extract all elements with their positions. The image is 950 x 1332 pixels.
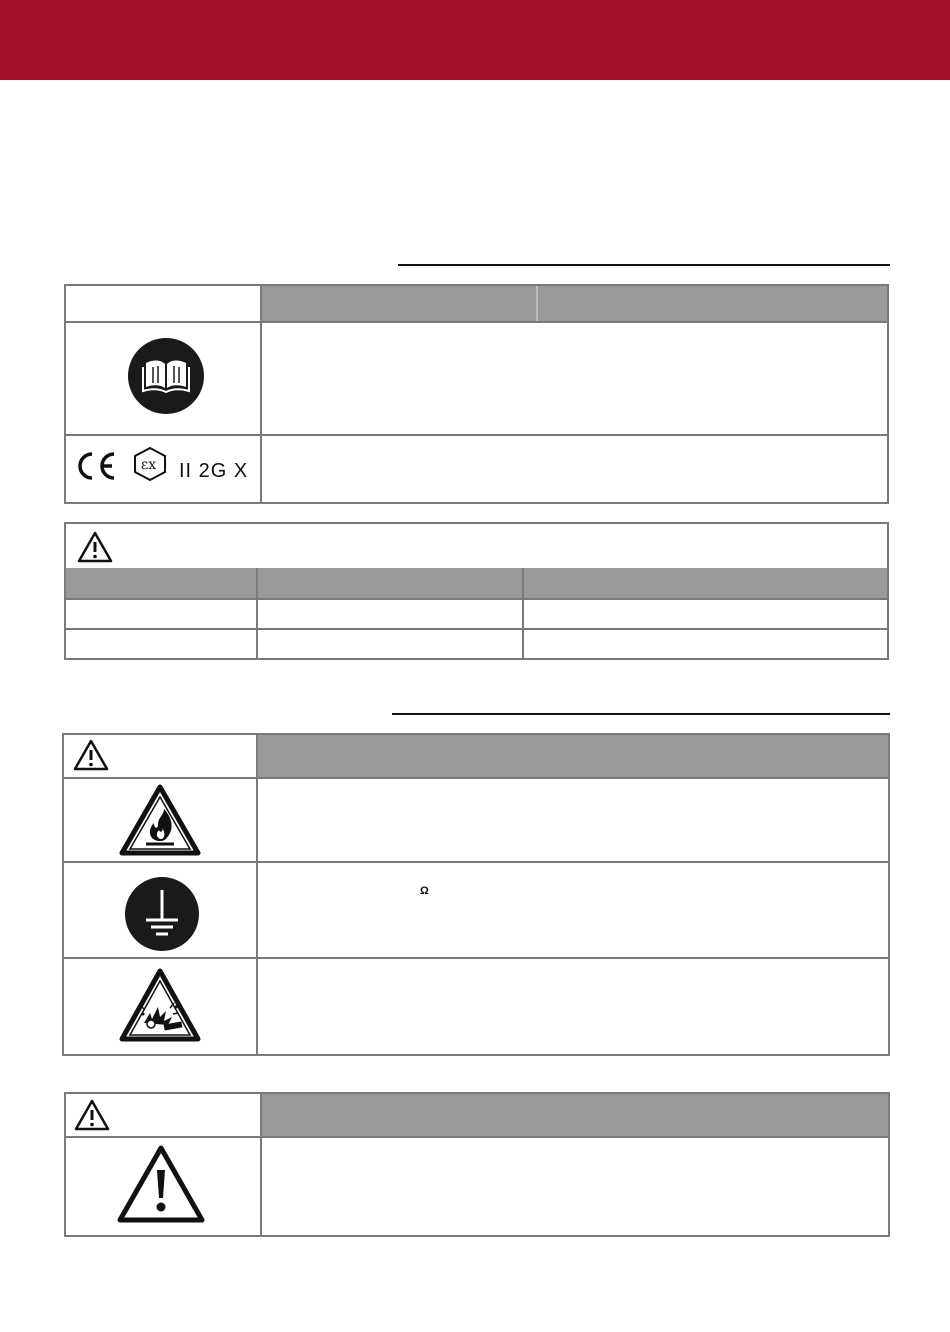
symbols-table-header-col2 [262,286,536,322]
explosive-icon [118,967,202,1043]
ce-mark-icon [74,450,118,482]
svg-text:εx: εx [141,457,157,473]
earth-ground-icon [124,876,200,952]
divider [64,957,888,959]
section-1-rule [398,264,890,266]
divider [260,286,262,502]
divider [260,1094,262,1235]
divider [256,735,258,1054]
general-warning-icon [116,1144,206,1224]
general-warning-table-header [262,1094,888,1136]
symbols-table-header-col3 [538,286,887,322]
resistance-unit: Ω [420,885,429,897]
divider [64,777,888,779]
divider [66,1136,888,1138]
warning-triangle-icon [74,1099,110,1131]
hazards-table-header [258,735,888,777]
warning-table [64,522,889,660]
divider [66,628,887,630]
hazards-table [62,733,890,1056]
symbols-table [64,284,889,504]
divider [522,568,524,658]
general-warning-table [64,1092,890,1237]
divider [256,568,258,658]
divider [66,321,887,323]
divider [64,861,888,863]
ex-mark-icon [132,446,168,482]
read-manual-icon [127,337,205,415]
divider [66,598,887,600]
warning-triangle-icon [73,739,109,771]
divider [66,434,887,436]
divider [536,286,538,322]
warning-table-header [66,568,887,598]
equipment-category: II 2G X [179,460,249,482]
header-banner [0,0,950,80]
section-2-rule [392,713,890,715]
warning-triangle-icon [77,531,113,563]
flammable-icon [118,783,202,857]
